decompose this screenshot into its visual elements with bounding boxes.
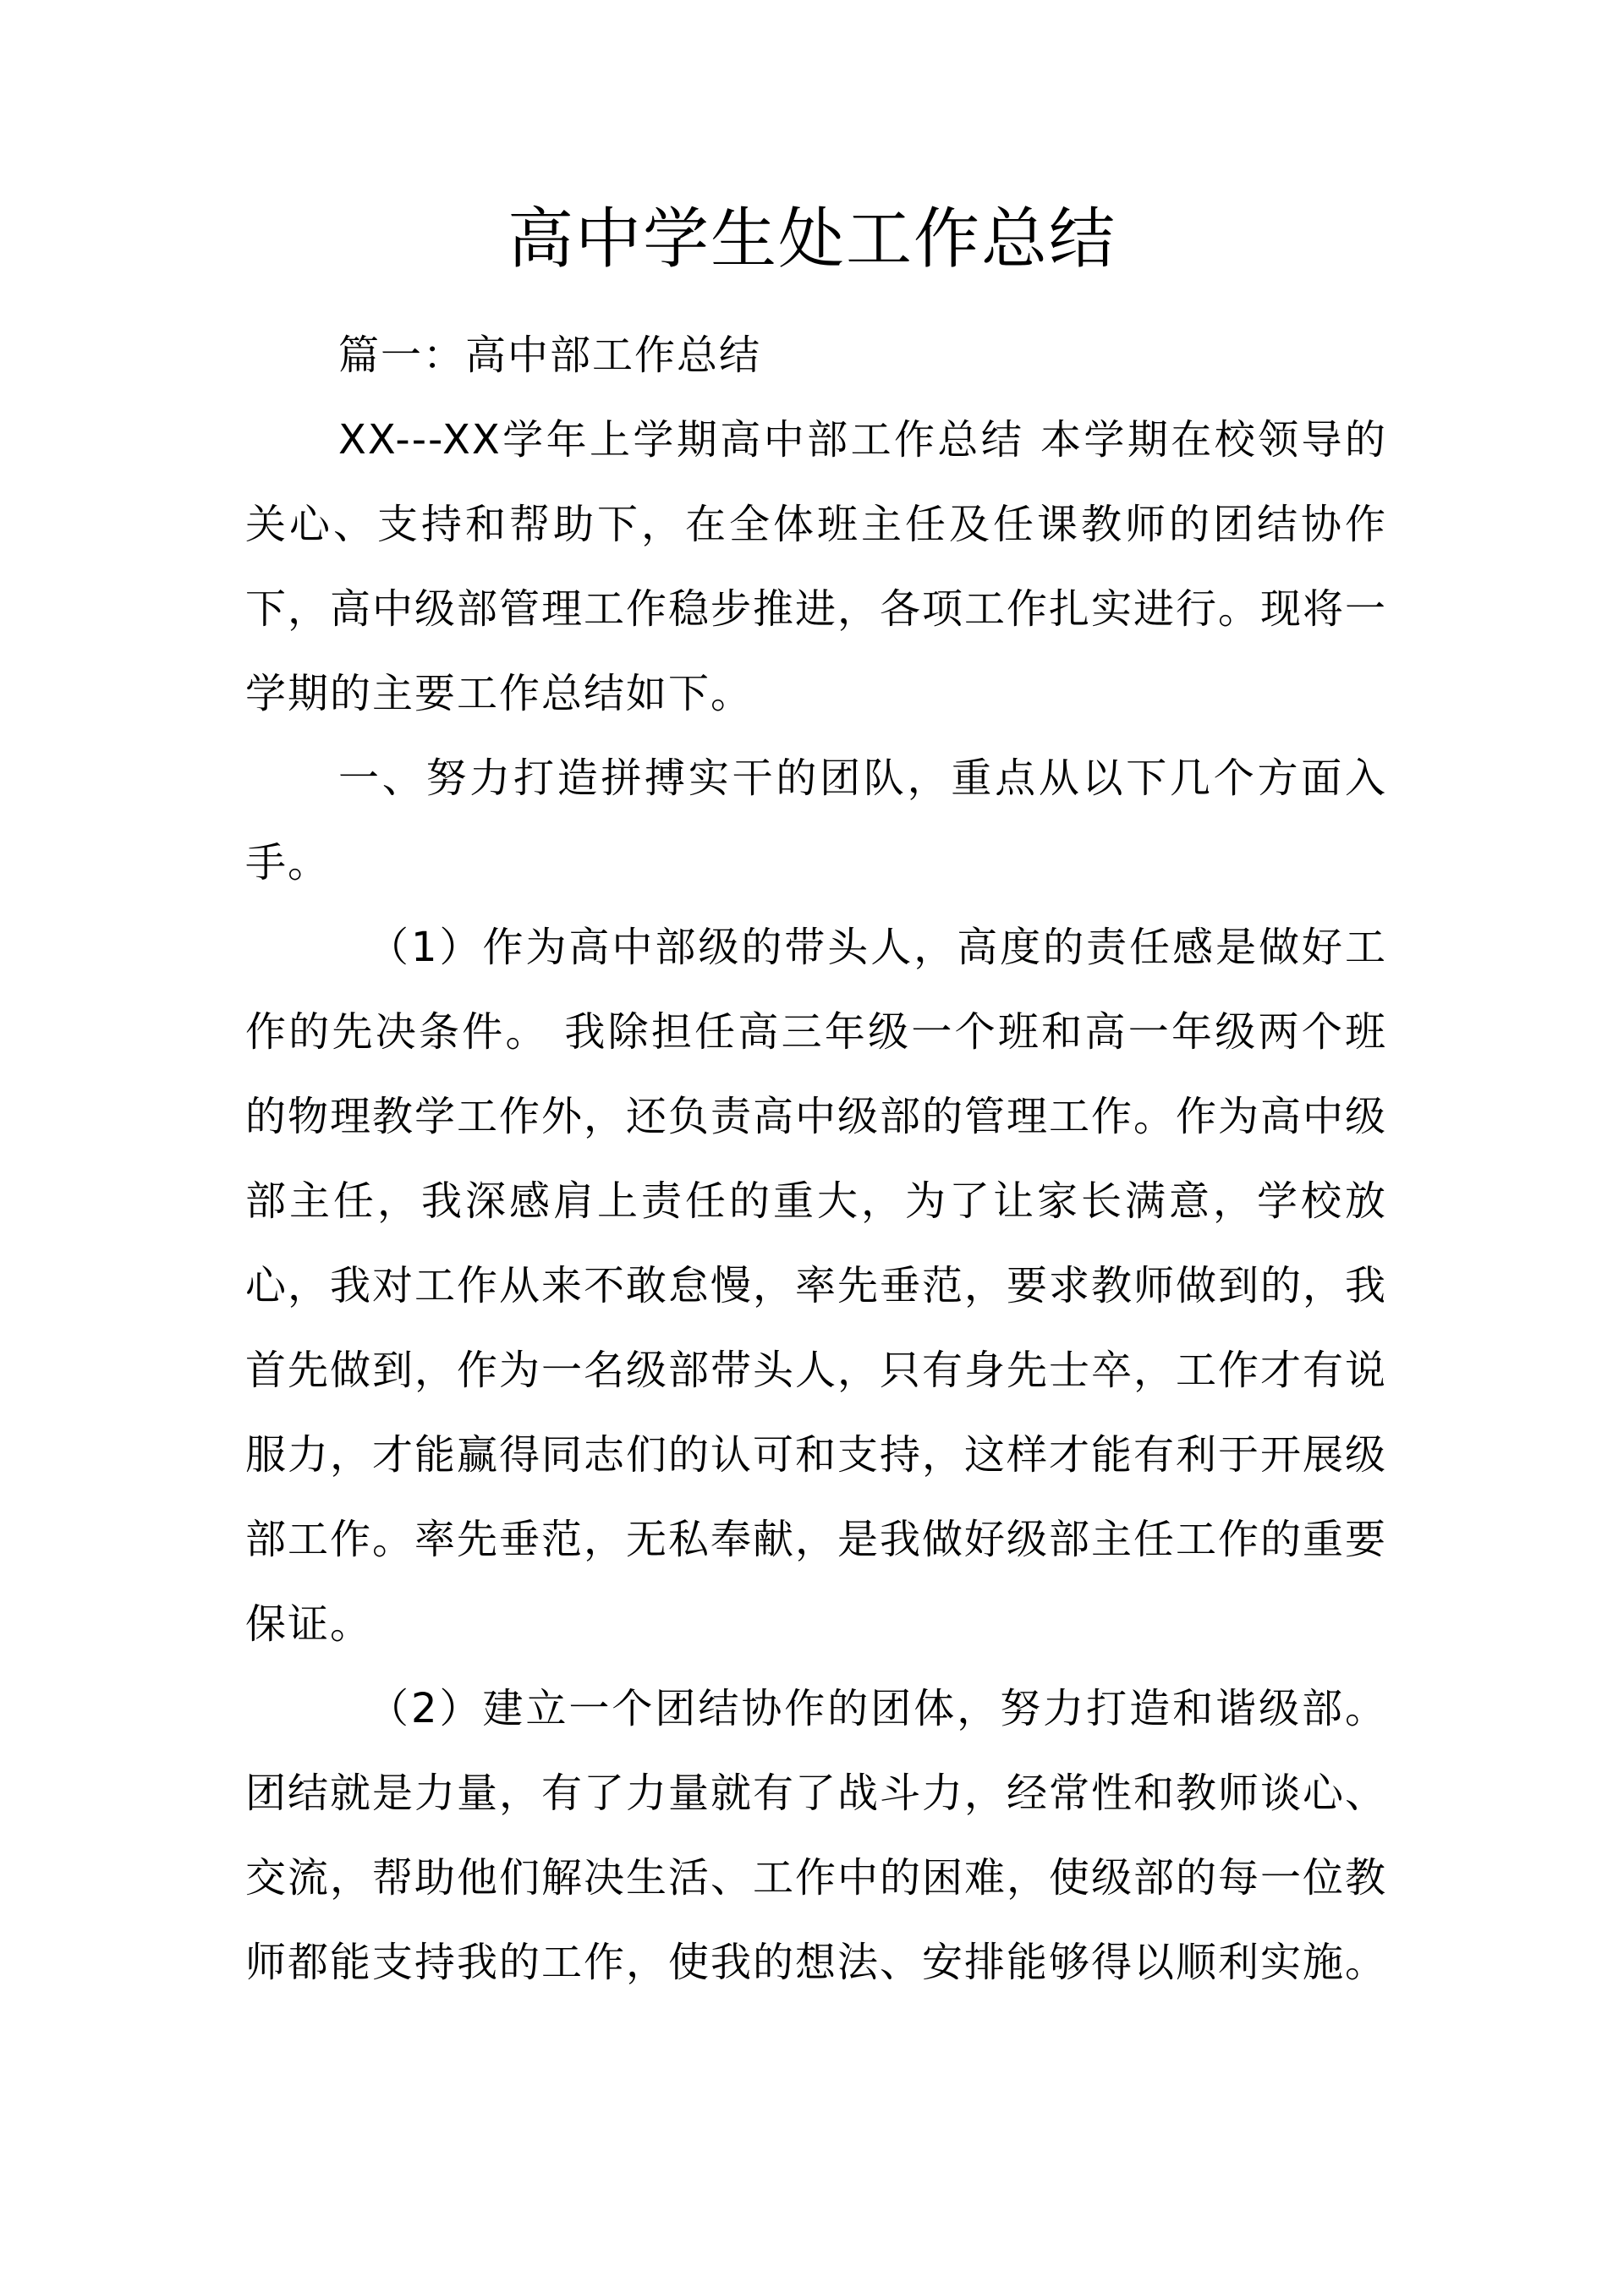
paragraph-subpoint-2: （2）建立一个团结协作的团体，努力打造和谐级部。团结就是力量，有了力量就有了战斗力，经常性和教师谈心、交流，帮助他们解决生活、工作中的困难，使级部的每一位教师都能支持我的工作，使我的想法、安排能够得以顺利实施。 <box>245 1685 1388 1986</box>
paragraph-intro: XX---XX学年上学期高中部工作总结 本学期在校领导的关心、支持和帮助下，在全体班主任及任课教师的团结协作下，高中级部管理工作稳步推进，各项工作扎实进行。现将一学期的主要工作总结如下。 <box>245 416 1388 717</box>
section-heading: 篇一：高中部工作总结 <box>338 332 762 379</box>
document-body <box>245 313 1387 2005</box>
paragraph-subpoint-1: （1）作为高中部级的带头人，高度的责任感是做好工作的先决条件。 我除担任高三年级一个班和高一年级两个班的物理教学工作外，还负责高中级部的管理工作。作为高中级部主任，我深感肩上责任的重大，为了让家长满意，学校放心，我对工作从来不敢怠慢，率先垂范，要求教师做到的，我首先做到，作为一名级部带头人，只有身先士卒，工作才有说服力，才能赢得同志们的认可和支持，这样才能有利于开展级部工作。率先垂范，无私奉献，是我做好级部主任工作的重要保证。 <box>245 924 1388 1648</box>
paragraph-point-one: 一、努力打造拼搏实干的团队，重点从以下几个方面入手。 <box>245 755 1387 886</box>
document-title: 高中学生处工作总结 <box>507 201 1116 277</box>
